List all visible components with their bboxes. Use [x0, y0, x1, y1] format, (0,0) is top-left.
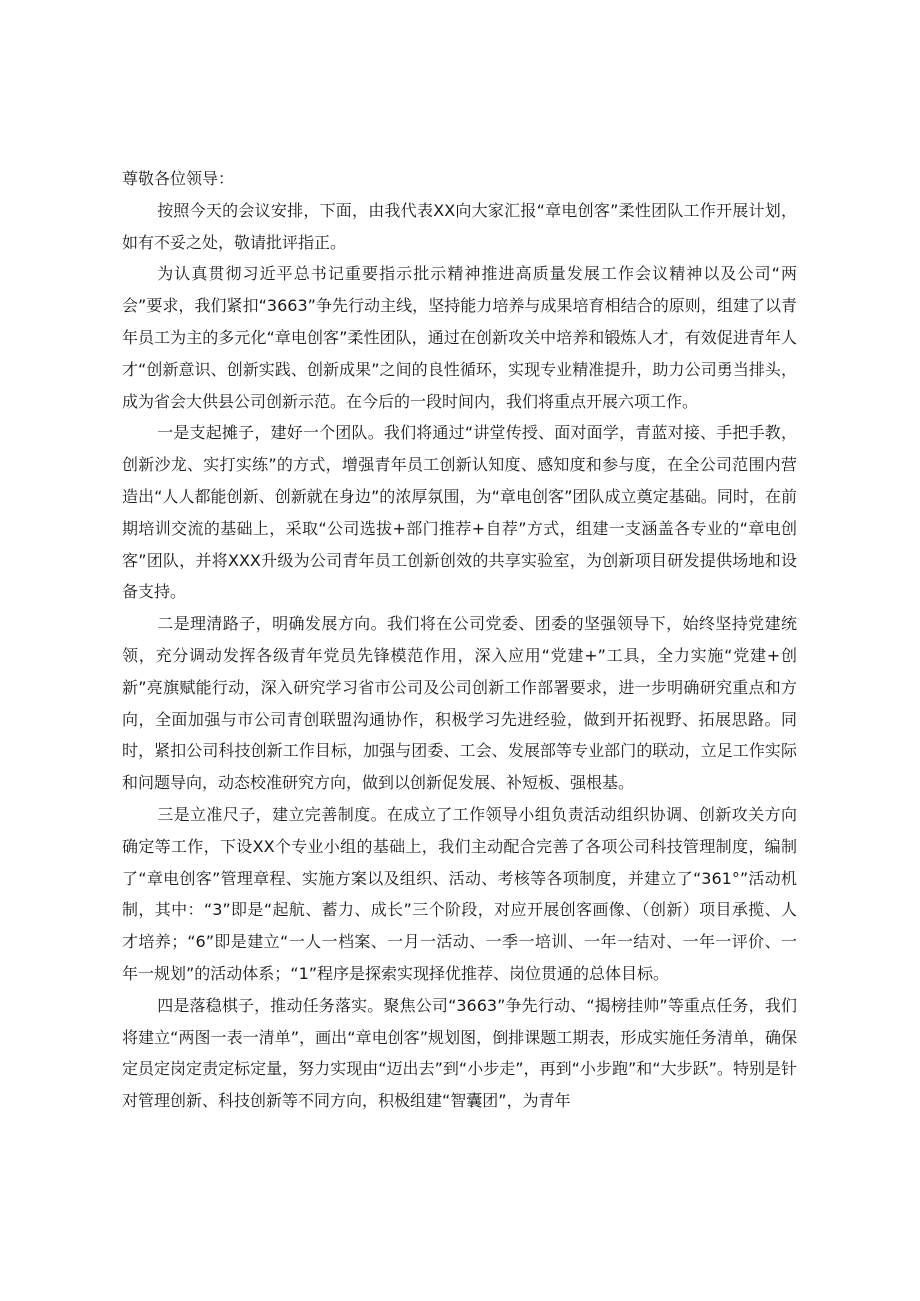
paragraph-task-two: 二是理清路子，明确发展方向。我们将在公司党委、团委的坚强领导下，始终坚持党建统领，充分调动发挥各级青年党员先锋模范作用，深入应用“党建+”工具，全力实施“党建+创新”亮旗赋能行动，深入研究学习省市公司及公司创新工作部署要求，进一步明确研究重点和方向，全面加强与市公司青创联盟沟通协作，积极学习先进经验，做到开拓视野、拓展思路。同时，紧扣公司科技创新工作目标，加强与团委、工会、发展部等专业部门的联动，立足工作实际和问题导向，动态校准研究方向，做到以创新促发展、补短板、强根基。 [122, 614, 797, 793]
paragraph-task-three: 三是立准尺子，建立完善制度。在成立了工作领导小组负责活动组织协调、创新攻关方向确定等工作，下设XX个专业小组的基础上，我们主动配合完善了各项公司科技管理制度，编制了“章电创客”管理章程、实施方案以及组织、活动、考核等各项制度，并建立了“361°”活动机制，其中：“3”即是“起航、蓄力、成长”三个阶段，对应开展创客画像、（创新）项目承揽、人才培养；“6”即是建立“一人一档案、一月一活动、一季一培训、一年一结对、一年一评价、一年一规划”的活动体系；“1”程序是探索实现择优推荐、岗位贯通的总体目标。 [122, 804, 797, 983]
salutation: 尊敬各位领导： [122, 169, 235, 188]
paragraph-background: 为认真贯彻习近平总书记重要指示批示精神推进高质量发展工作会议精神以及公司“两会”要求，我们紧扣“3663”争先行动主线，坚持能力培养与成果培育相结合的原则，组建了以青年员工为主的多元化“章电创客”柔性团队，通过在创新攻关中培养和锻炼人才，有效促进青年人才“创新意识、创新实践、创新成果”之间的良性循环，实现专业精准提升，助力公司勇当排头，成为省会大供县公司创新示范。在今后的一段时间内，我们将重点开展六项工作。 [122, 264, 797, 411]
paragraph-task-one: 一是支起摊子，建好一个团队。我们将通过“讲堂传授、面对面学，青蓝对接、手把手教，创新沙龙、实打实练”的方式，增强青年员工创新认知度、感知度和参与度，在全公司范围内营造出“人人都能创新、创新就在身边”的浓厚氛围，为“章电创客”团队成立奠定基础。同时，在前期培训交流的基础上，采取“公司选拔+部门推荐+自荐”方式，组建一支涵盖各专业的“章电创客”团队，并将XXX升级为公司青年员工创新创效的共享实验室，为创新项目研发提供场地和设备支持。 [122, 423, 797, 602]
paragraph-intro: 按照今天的会议安排，下面，由我代表XX向大家汇报“章电创客”柔性团队工作开展计划，如有不妥之处，敬请批评指正。 [122, 200, 797, 252]
paragraph-task-four: 四是落稳棋子，推动任务落实。聚焦公司“3663”争先行动、“揭榜挂帅”等重点任务，我们将建立“两图一表一清单”，画出“章电创客”规划图，倒排课题工期表，形成实施任务清单，确保定员定岗定责定标定量，努力实现由“迈出去”到“小步走”，再到“小步跑”和“大步跃”。特别是针对管理创新、科技创新等不同方向，积极组建“智囊团”，为青年 [122, 995, 797, 1111]
document-body [122, 163, 797, 1117]
